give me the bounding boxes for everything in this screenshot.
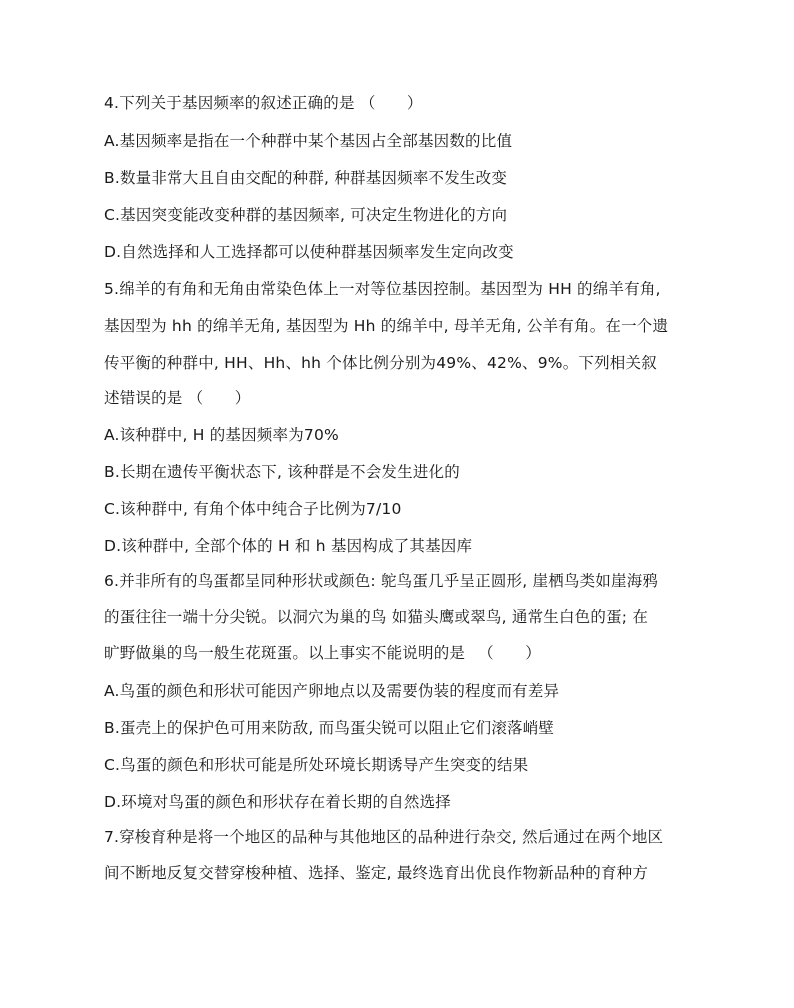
question-6-option-c: C.鸟蛋的颜色和形状可能是所处环境长期诱导产生突变的结果 bbox=[104, 756, 529, 774]
question-5-stem-line-2: 基因型为 hh 的绵羊无角, 基因型为 Hh 的绵羊中, 母羊无角, 公羊有角。在一个遗 bbox=[104, 317, 669, 335]
question-6-stem-line-1: 6.并非所有的鸟蛋都呈同种形状或颜色: 鸵鸟蛋几乎呈正圆形, 崖栖鸟类如崖海鸦 bbox=[104, 572, 659, 590]
question-5-option-c: C.该种群中, 有角个体中纯合子比例为7/10 bbox=[104, 500, 402, 518]
question-6-option-d: D.环境对鸟蛋的颜色和形状存在着长期的自然选择 bbox=[104, 793, 451, 811]
question-5-option-d: D.该种群中, 全部个体的 H 和 h 基因构成了其基因库 bbox=[104, 537, 473, 555]
question-5-option-b: B.长期在遗传平衡状态下, 该种群是不会发生进化的 bbox=[104, 463, 460, 481]
question-5-option-a: A.该种群中, H 的基因频率为70% bbox=[104, 426, 339, 444]
question-4-option-a: A.基因频率是指在一个种群中某个基因占全部基因数的比值 bbox=[104, 132, 513, 150]
question-5-stem-line-3: 传平衡的种群中, HH、Hh、hh 个体比例分别为49%、42%、9%。下列相关叙 bbox=[104, 354, 657, 372]
question-6-option-a: A.鸟蛋的颜色和形状可能因产卵地点以及需要伪装的程度而有差异 bbox=[104, 682, 560, 700]
question-7-stem-line-1: 7.穿梭育种是将一个地区的品种与其他地区的品种进行杂交, 然后通过在两个地区 bbox=[104, 828, 664, 846]
question-6-option-b: B.蛋壳上的保护色可用来防敌, 而鸟蛋尖锐可以阻止它们滚落峭壁 bbox=[104, 719, 555, 737]
question-7-stem-line-2: 间不断地反复交替穿梭种植、选择、鉴定, 最终选育出优良作物新品种的育种方 bbox=[104, 864, 649, 882]
question-4-option-b: B.数量非常大且自由交配的种群, 种群基因频率不发生改变 bbox=[104, 169, 508, 187]
question-4-option-d: D.自然选择和人工选择都可以使种群基因频率发生定向改变 bbox=[104, 243, 514, 261]
question-6-stem-line-2: 的蛋往往一端十分尖锐。以洞穴为巢的鸟 如猫头鹰或翠鸟, 通常生白色的蛋; 在 bbox=[104, 608, 649, 626]
question-4-stem: 4.下列关于基因频率的叙述正确的是 （ ） bbox=[104, 94, 423, 112]
question-4-option-c: C.基因突变能改变种群的基因频率, 可决定生物进化的方向 bbox=[104, 206, 508, 224]
question-5-stem-line-1: 5.绵羊的有角和无角由常染色体上一对等位基因控制。基因型为 HH 的绵羊有角, bbox=[104, 280, 661, 298]
question-5-stem-line-4: 述错误的是 （ ） bbox=[104, 389, 251, 407]
question-6-stem-line-3: 旷野做巢的鸟一般生花斑蛋。以上事实不能说明的是 （ ） bbox=[104, 644, 541, 662]
